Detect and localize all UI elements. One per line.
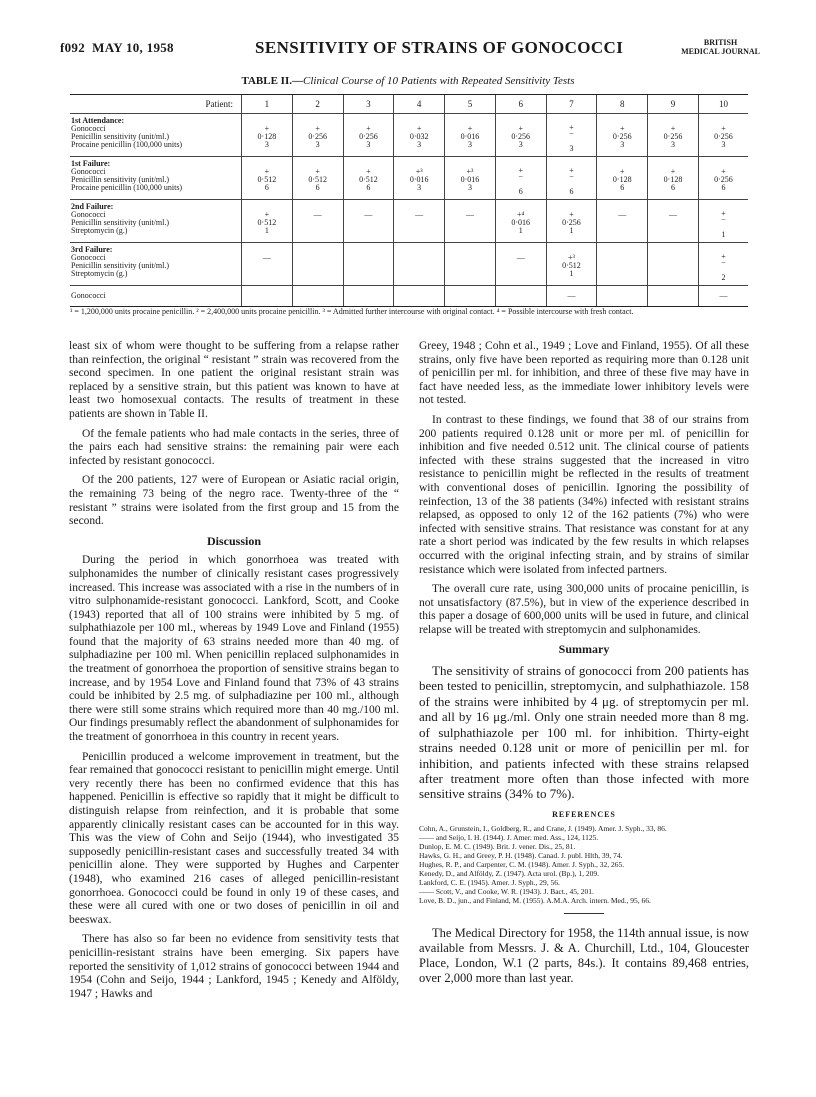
table-section-row [70, 200, 748, 243]
cell-value: + [264, 124, 270, 133]
cell-value: 3 [569, 144, 574, 153]
issue-date: MAY 10, 1958 [92, 40, 174, 55]
paragraph: There has also so far been no evidence from sensitivity tests that penicillin-resistant strains have been emerging. Six papers have reported the sensitivity of 1,012 strains of gonococci between 1944 and 1954 (Cohn and Seijo, 1944 ; Lankford, 1945 ; Kenedy and Alföldy, 1947 ; Hawks and [69, 933, 399, 1000]
cell-value: 2 [721, 273, 726, 282]
cell-value: + [569, 210, 574, 219]
section-heading: 1st Failure: [71, 159, 111, 168]
cell-value [445, 227, 495, 235]
cell-value: 3 [467, 183, 472, 192]
cell-value: — [415, 210, 424, 219]
patient-number: 4 [394, 95, 445, 114]
cell-value: 0·016 [460, 175, 480, 184]
cell-value: 6 [569, 187, 574, 196]
cell-value: — [465, 210, 474, 219]
patient-number: 9 [648, 95, 699, 114]
table-cell [597, 286, 648, 307]
patient-number: 2 [292, 95, 343, 114]
left-column [69, 340, 399, 1007]
reference-item: Lankford, C. E. (1945). Amer. J. Syph., 29, 56. [419, 878, 560, 888]
table-title [0, 75, 816, 87]
cell-value [445, 270, 495, 278]
table-cell [445, 243, 496, 286]
row-label: Penicillin sensitivity (unit/ml.) [71, 175, 169, 184]
table-section-row [70, 243, 748, 286]
cell-value: + [366, 167, 371, 176]
cell-value: 0·256 [714, 132, 733, 141]
medical-directory-notice: The Medical Directory for 1958, the 114th annual issue, is now available from Messrs. J. & A. Churchill, Ltd., 104, Gloucester Place, London, W.1 (2 parts, 84s.). It contains 89,468 entries, over 2,000 more than last year. [419, 926, 749, 985]
cell-value: + [721, 124, 726, 133]
cell-value: + [518, 124, 523, 133]
table-cell [698, 157, 748, 200]
table-cell [698, 243, 748, 286]
patient-number: 6 [495, 95, 546, 114]
page-number-date [60, 40, 174, 56]
cell-value: + [721, 167, 726, 176]
row-label: Penicillin sensitivity (unit/ml.) [71, 218, 169, 227]
cell-value [293, 219, 343, 227]
table-cell [495, 114, 546, 157]
journal-line-1: BRITISH [703, 38, 738, 47]
table-cell [242, 243, 293, 286]
reference-item: —— Scott, V., and Cooke, W. R. (1943). J. Bact., 45, 201. [419, 887, 594, 897]
table-number: TABLE II.— [241, 75, 303, 87]
cell-value [648, 254, 698, 262]
cell-value: 3 [518, 140, 523, 149]
cell-value: 3 [721, 140, 726, 149]
table-cell [597, 243, 648, 286]
cell-value: 0·016 [511, 218, 531, 227]
cell-value: 0·016 [460, 132, 480, 141]
row-label: Penicillin sensitivity (unit/ml.) [71, 261, 169, 270]
table-cell [698, 114, 748, 157]
cell-value [597, 262, 647, 270]
section-heading: 2nd Failure: [71, 202, 114, 211]
cell-value: 0·016 [409, 175, 429, 184]
reference-item: —— and Seijo, I. H. (1944). J. Amer. med. Ass., 124, 1125. [419, 833, 599, 843]
cell-value: + − [721, 252, 726, 267]
row-label: Procaine penicillin (100,000 units) [71, 140, 183, 149]
cell-value: 0·512 [257, 218, 277, 227]
cell-value: 3 [620, 140, 625, 149]
cell-value [242, 270, 292, 278]
cell-value: 3 [366, 140, 371, 149]
page-number: f092 [60, 40, 86, 55]
patient-number: 8 [597, 95, 648, 114]
patient-number: 7 [546, 95, 597, 114]
table-cell [292, 114, 343, 157]
cell-value [344, 270, 394, 278]
cell-value [648, 262, 698, 270]
row-label: Procaine penicillin (100,000 units) [71, 183, 183, 192]
cell-value: 3 [671, 140, 675, 149]
cell-value [597, 227, 647, 235]
cell-value: — [618, 210, 627, 219]
reference-item: Kenedy, D., and Alföldy, Z. (1947). Acta urol. (Bp.), 1, 209. [419, 869, 600, 879]
reference-item: Dunlop, E. M. C. (1949). Brit. J. vener. Dis., 25, 81. [419, 842, 576, 852]
table-cell [292, 286, 343, 307]
section-heading: 1st Attendance: [71, 116, 125, 125]
cell-value: 0·256 [714, 175, 733, 184]
cell-value [648, 219, 698, 227]
table-cell [445, 286, 496, 307]
table-cell [648, 114, 699, 157]
cell-value [597, 270, 647, 278]
reference-item: Hughes, R. P., and Carpenter, C. M. (1948). Amer. J. Syph., 32, 265. [419, 860, 625, 870]
cell-value: 3 [417, 140, 422, 149]
cell-value: 0·256 [511, 132, 531, 141]
paragraph: Penicillin produced a welcome improvement in treatment, but the fear remained that gonococci resistant to penicillin might emerge. Until very recently there has been no confirmed evidence that this has happened. Penicillin is effective so rapidly that it might be difficult to distinguish relapse from reinfection, and it is probable that some apparently clinically resistant cases can be accounted for in this way. This was the view of Cohn and Seijo (1944), who investigated 35 supposedly penicillin-resistant cases and successfully treated 34 with penicillin alone. They were supported by Hughes and Carpenter (1948), who examined 216 cases of alleged penicillin-resistant gonorrhoea. Gonococci could be found in only 19 of these cases, and these were all cured with one or two doses of penicillin in oil and beeswax. [69, 750, 399, 926]
table-cell [242, 157, 293, 200]
cell-value [496, 270, 546, 278]
table-cell [648, 286, 699, 307]
journal-line-2: MEDICAL JOURNAL [681, 47, 760, 56]
row-label: Gonococci [71, 124, 106, 133]
table-section-row [70, 114, 748, 157]
table-cell [343, 157, 394, 200]
cell-value [242, 262, 292, 270]
cell-value: 3 [417, 183, 422, 192]
references-list [419, 824, 749, 905]
cell-value: 1 [569, 269, 574, 278]
cell-value: — [364, 210, 373, 219]
table-cell [242, 114, 293, 157]
cell-value: 6 [264, 183, 269, 192]
reference-item: Cohn, A., Grunstein, I., Goldberg, R., and Crane, J. (1949). Amer. J. Syph., 33, 86. [419, 824, 667, 834]
cell-value: 0·128 [663, 175, 683, 184]
running-title: SENSITIVITY OF STRAINS OF GONOCOCCI [255, 38, 624, 57]
cell-value: + − [721, 209, 726, 224]
cell-value: 1 [721, 230, 726, 239]
cell-value [597, 254, 647, 262]
cell-value: — [262, 253, 271, 262]
cell-value [445, 219, 495, 227]
table-cell: — [698, 286, 748, 307]
table-section-row [70, 157, 748, 200]
references-heading: REFERENCES [552, 809, 616, 819]
paragraph: In contrast to these findings, we found that 38 of our strains from 200 patients required 0.128 unit or more per ml. of penicillin for inhibition and five needed 0.512 unit. The clinical course of patients infected with these strains suggested that the increased in vitro resistance to penicillin might be reflected in the results of treatment with conventional doses of penicillin. Ignoring the possibility of reinfection, 13 of the 38 patients (34%) infected with resistant strains relapsed, as opposed to only 12 of the 162 patients (7%) who were infected with sensitive strains. That resistance was constant for at any rate a short period was indicated by the few results in which relapses occurred with the original infecting strain, and by strains of similar resistance which were isolated from infected partners. [419, 413, 749, 576]
table-cell [242, 286, 293, 307]
cell-value: 1 [569, 226, 574, 235]
table-cell [546, 157, 597, 200]
table-cell [546, 114, 597, 157]
cell-value [496, 262, 546, 270]
cell-value [293, 262, 343, 270]
cell-value: 0·512 [562, 261, 581, 270]
table-cell [546, 200, 597, 243]
cell-value: 0·512 [308, 175, 327, 184]
row-label: Gonococci [71, 253, 106, 262]
table-cell [648, 200, 699, 243]
table-cell [597, 157, 648, 200]
cell-value [445, 262, 495, 270]
table-cell [495, 200, 546, 243]
cell-value: 6 [518, 187, 523, 196]
paragraph: Greey, 1948 ; Cohn et al., 1949 ; Love and Finland, 1955). Of all these strains, only five have been reported as requiring more than 0.128 unit of penicillin per ml. for inhibition, and three of these five may have in fact have needed less, as the immediate lower inhibitory levels were not tested. [419, 340, 749, 407]
cell-value: 0·512 [359, 175, 378, 184]
cell-value: + [416, 124, 422, 133]
cell-value: — [516, 253, 525, 262]
cell-value: — [669, 210, 677, 219]
table-cell: — [546, 286, 597, 307]
cell-value: + [670, 167, 676, 176]
right-column [419, 340, 749, 992]
table-cell [698, 200, 748, 243]
table-cell [343, 200, 394, 243]
cell-value [293, 270, 343, 278]
cell-value [394, 270, 444, 278]
cell-value: 3 [467, 140, 472, 149]
cell-value: 3 [264, 140, 269, 149]
cell-value: + [264, 167, 270, 176]
table-cell [394, 157, 445, 200]
cell-value: +³ [568, 253, 575, 262]
table-cell [445, 200, 496, 243]
table-cell [292, 243, 343, 286]
table-cell [597, 200, 648, 243]
cell-value: 0·032 [409, 132, 429, 141]
row-label: Penicillin sensitivity (unit/ml.) [71, 132, 169, 141]
cell-value: +³ [466, 167, 474, 176]
page-header [60, 38, 760, 60]
cell-value: + [366, 124, 371, 133]
cell-value [394, 254, 444, 262]
cell-value: + [467, 124, 473, 133]
section-heading: 3rd Failure: [71, 245, 113, 254]
cell-value: 0·256 [612, 132, 632, 141]
patient-number: 5 [445, 95, 496, 114]
cell-value [648, 270, 698, 278]
cell-value [394, 227, 444, 235]
summary-heading: Summary [558, 642, 610, 657]
paragraph: Of the 200 patients, 127 were of European or Asiatic racial origin, the remaining 73 being of the negro race. Twenty-three of the “ resistant ” strains were isolated from the first group and 15 from the second. [69, 474, 399, 528]
cell-value [394, 219, 444, 227]
cell-value: 6 [366, 183, 371, 192]
cell-value: + − [569, 166, 574, 181]
table-cell [394, 200, 445, 243]
table-cell [394, 114, 445, 157]
table-cell [546, 243, 597, 286]
cell-value: 0·512 [257, 175, 277, 184]
cell-value: +⁴ [517, 210, 525, 219]
cell-value: 0·256 [562, 218, 581, 227]
cell-value: 6 [620, 183, 625, 192]
cell-value: 0·256 [359, 132, 378, 141]
table-cell [648, 157, 699, 200]
table-cell [597, 114, 648, 157]
cell-value: 0·128 [612, 175, 632, 184]
table-cell [394, 286, 445, 307]
row-label: Gonococci [71, 167, 106, 176]
patient-label: Patient: [70, 95, 242, 114]
cell-value: — [313, 210, 322, 219]
table-cell [394, 243, 445, 286]
table-cell [242, 200, 293, 243]
cell-value: 6 [721, 183, 726, 192]
cell-value: 0·256 [308, 132, 327, 141]
cell-value: 6 [315, 183, 320, 192]
table-footnote: ¹ = 1,200,000 units procaine penicillin. ² = 2,400,000 units procaine penicillin. ³ = Admitted further intercourse with original contact. ⁴ = Possible intercourse with fresh contact. [70, 307, 634, 316]
clinical-course-table [70, 94, 748, 307]
paragraph: least six of whom were thought to be suffering from a relapse rather than reinfection, the original “ resistant ” strain was recovered from the second specimen. In one patient the original resistant strain was replaced by a sensitive strain, but this patient was known to have at least two homosexual contacts. The results of treatment in these patients are shown in Table II. [69, 340, 399, 420]
table-cell [495, 157, 546, 200]
divider [564, 913, 604, 914]
table-cell [343, 286, 394, 307]
discussion-heading: Discussion [206, 533, 262, 548]
table-cell [445, 114, 496, 157]
cell-value: 0·256 [663, 132, 683, 141]
cell-value [648, 227, 698, 235]
summary-text: The sensitivity of strains of gonococci from 200 patients has been tested to penicillin, streptomycin, and sulphathiazole. 158 of the strains were inhibited by 4 μg. of streptomycin per ml. and all by 16 μg./ml. Only one strain needed more than 8 mg. of sulphathiazole per 100 ml. for inhibition. Thirty-eight strains needed 0.128 unit or more of penicillin per ml. for inhibition, and patients infected with these strains relapsed after treatment more often than those infected with more sensitive strains (34% to 7%). [419, 663, 749, 802]
cell-value [344, 219, 394, 227]
cell-value: 1 [518, 226, 523, 235]
cell-value [344, 262, 394, 270]
patient-number: 10 [698, 95, 748, 114]
row-label: Streptomycin (g.) [71, 269, 128, 278]
cell-value: + [315, 124, 320, 133]
cell-value: +³ [415, 167, 423, 176]
cell-value [445, 254, 495, 262]
reference-item: Love, B. D., jun., and Finland, M. (1955). A.M.A. Arch. intern. Med., 95, 66. [419, 896, 651, 906]
cell-value: 1 [264, 226, 269, 235]
journal-name [681, 38, 760, 56]
table-cell [495, 243, 546, 286]
cell-value: 3 [315, 140, 320, 149]
table-cell [343, 114, 394, 157]
cell-value [344, 227, 394, 235]
cell-value: + [619, 124, 625, 133]
row-label: Gonococci [71, 210, 106, 219]
paragraph: During the period in which gonorrhoea was treated with sulphonamides the number of clinically resistant cases progressively increased. This increase was associated with a rise in the numbers of in vitro sulphonamide-resistant gonococci. Lankford, Scott, and Cooke (1943) reported that all of 100 strains were inhibited by 5 mg. of sulphathiazole per 100 ml., whereas by 1949 Love and Finland (1955) found that the majority of 63 strains needed more than 40 mg. of sulphadiazine per 100 ml. When penicillin replaced sulphonamides in the treatment of gonorrhoea the proportion of sensitive strains began to increase, and by 1954 Love and Finland found that 73% of 43 strains could be inhibited by 2.5 mg. of sulphadiazine per 100 ml., although there were still some strains which required more than 40 mg./100 ml. Our findings presumably reflect the abandonment of sulphonamides for the treatment of gonorrhoea in this country in recent years. [69, 554, 399, 744]
paragraph: Of the female patients who had male contacts in the series, three of the pairs each had sensitive strains: the remaining pair were each infected by resistant gonococci. [69, 427, 399, 467]
paragraph: The overall cure rate, using 300,000 units of procaine penicillin, is not unsatisfactory (87.5%), but in view of the experience described in this paper a dosage of 600,000 units will be used in future, and clinical relapse will be treated with streptomycin and sulphonamides. [419, 583, 749, 636]
patient-number: 1 [242, 95, 293, 114]
patient-number: 3 [343, 95, 394, 114]
cell-value: + [670, 124, 676, 133]
cell-value: + − [518, 166, 523, 181]
table-cell [292, 157, 343, 200]
row-label: Gonococci [70, 286, 242, 307]
cell-value [597, 219, 647, 227]
cell-value: + − [569, 123, 574, 138]
cell-value [293, 227, 343, 235]
table-cell [648, 243, 699, 286]
reference-item: Hawks, G. H., and Greey, P. H. (1948). Canad. J. publ. Hlth, 39, 74. [419, 851, 623, 861]
cell-value [293, 254, 343, 262]
table-cell [292, 200, 343, 243]
table-caption: Clinical Course of 10 Patients with Repeated Sensitivity Tests [303, 75, 575, 87]
cell-value: 0·128 [257, 132, 277, 141]
cell-value: + [619, 167, 625, 176]
cell-value [344, 254, 394, 262]
cell-value: + [315, 167, 320, 176]
cell-value [394, 262, 444, 270]
table-cell [343, 243, 394, 286]
cell-value: 6 [671, 183, 675, 192]
table-cell [495, 286, 546, 307]
row-label: Streptomycin (g.) [71, 226, 128, 235]
table-cell [445, 157, 496, 200]
cell-value: + [264, 210, 270, 219]
